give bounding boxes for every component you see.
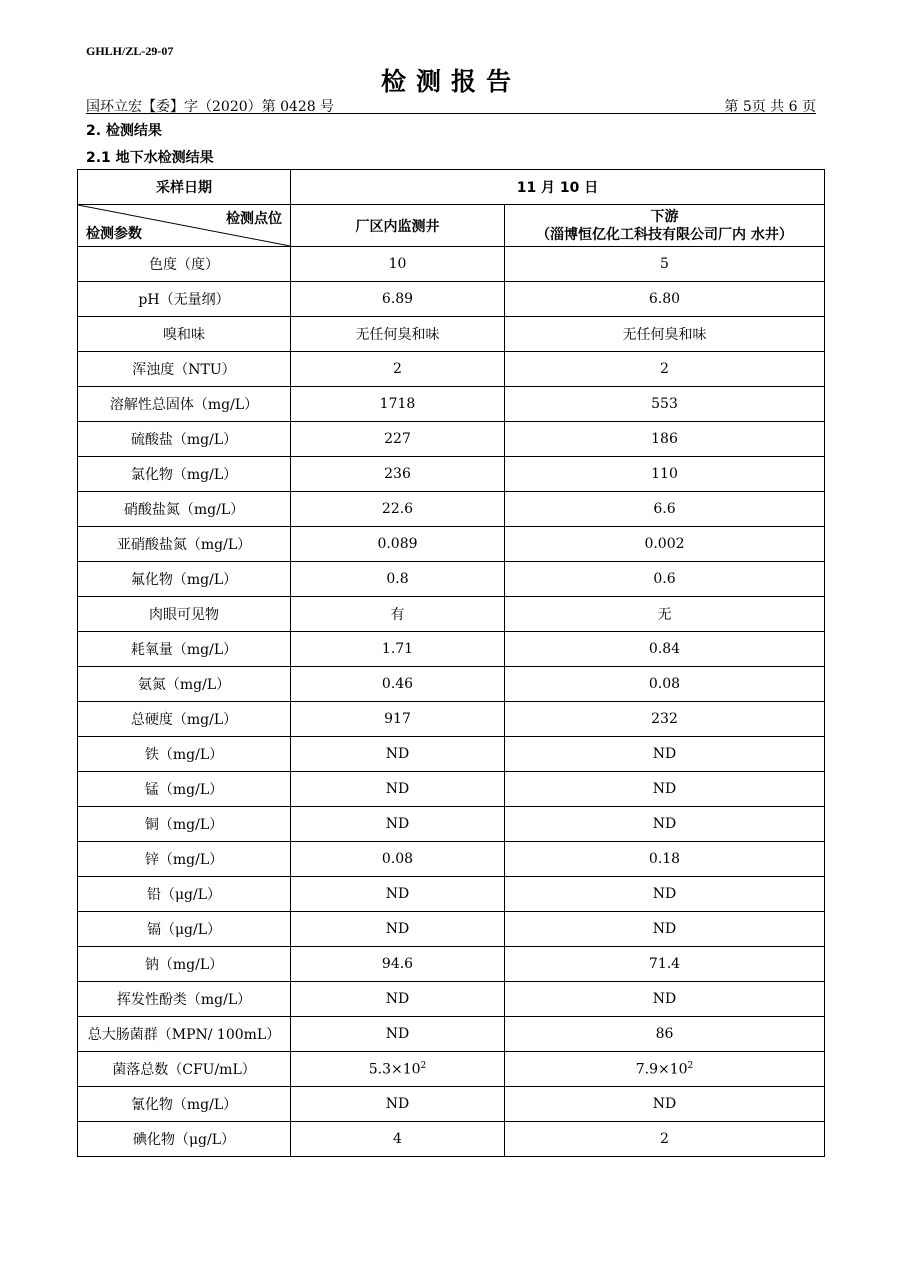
report-header-line (86, 96, 816, 114)
value-cell-site-2: 5 (505, 247, 825, 282)
param-cell: 耗氧量（mg/L） (78, 632, 291, 667)
value-cell-site-2 (505, 1052, 825, 1087)
table-row (78, 387, 825, 422)
value-cell-site-2: ND (505, 1087, 825, 1122)
site-2-detail: （淄博恒亿化工科技有限公司厂内 水井） (536, 226, 793, 243)
param-cell: 挥发性酚类（mg/L） (78, 982, 291, 1017)
param-cell: 氯化物（mg/L） (78, 457, 291, 492)
table-row (78, 457, 825, 492)
value-cell-site-2: 6.80 (505, 282, 825, 317)
value-cell-site-1: 10 (291, 247, 505, 282)
table-row (78, 1122, 825, 1157)
corner-param-label: 检测参数 (86, 226, 142, 242)
param-cell: 肉眼可见物 (78, 597, 291, 632)
site-2-name: 下游 (650, 208, 679, 225)
value-cell-site-2: 0.6 (505, 562, 825, 597)
param-cell: pH（无量纲） (78, 282, 291, 317)
value-cell-site-1: 0.46 (291, 667, 505, 702)
value-cell-site-1: 0.08 (291, 842, 505, 877)
table-row (78, 1052, 825, 1087)
param-cell: 铜（mg/L） (78, 807, 291, 842)
value-cell-site-1: 4 (291, 1122, 505, 1157)
value-cell-site-2: 2 (505, 1122, 825, 1157)
table-row (78, 807, 825, 842)
value-cell-site-1: ND (291, 1017, 505, 1052)
value-cell-site-2: 0.08 (505, 667, 825, 702)
param-cell: 氨氮（mg/L） (78, 667, 291, 702)
corner-site-label: 检测点位 (226, 211, 282, 227)
value-cell-site-1: 1.71 (291, 632, 505, 667)
header-row (78, 205, 825, 247)
param-cell: 总大肠菌群（MPN/ 100mL） (78, 1017, 291, 1052)
value-cell-site-1: ND (291, 877, 505, 912)
page-info: 第 5页 共 6 页 (724, 99, 816, 115)
value-cell-site-2: 0.18 (505, 842, 825, 877)
table-row (78, 982, 825, 1017)
param-cell: 色度（度） (78, 247, 291, 282)
table-row (78, 667, 825, 702)
value-cell-site-1: 22.6 (291, 492, 505, 527)
value-cell-site-1: 236 (291, 457, 505, 492)
value-cell-site-2: ND (505, 772, 825, 807)
date-label: 采样日期 (78, 170, 291, 205)
value-cell-site-1: 6.89 (291, 282, 505, 317)
param-cell: 铅（μg/L） (78, 877, 291, 912)
value-cell-site-2: 6.6 (505, 492, 825, 527)
value-cell-site-1: ND (291, 772, 505, 807)
param-cell: 钠（mg/L） (78, 947, 291, 982)
param-cell: 浑浊度（NTU） (78, 352, 291, 387)
param-cell: 硫酸盐（mg/L） (78, 422, 291, 457)
value-cell-site-1: ND (291, 982, 505, 1017)
value-cell-site-1: ND (291, 1087, 505, 1122)
param-cell: 镉（μg/L） (78, 912, 291, 947)
site-2-header (505, 205, 825, 247)
value-cell-site-1: 1718 (291, 387, 505, 422)
report-number: 国环立宏【委】字（2020）第 0428 号 (86, 99, 335, 115)
value-cell-site-2: 553 (505, 387, 825, 422)
table-row (78, 772, 825, 807)
value-cell-site-1: ND (291, 912, 505, 947)
value-cell-site-2: 0.002 (505, 527, 825, 562)
table-row (78, 1017, 825, 1052)
value-cell-site-1: 227 (291, 422, 505, 457)
value-cell-site-2: ND (505, 877, 825, 912)
value-cell-site-2: 110 (505, 457, 825, 492)
value-cell-site-1: 有 (291, 597, 505, 632)
table-row (78, 912, 825, 947)
param-cell: 硝酸盐氮（mg/L） (78, 492, 291, 527)
param-cell: 氟化物（mg/L） (78, 562, 291, 597)
value-cell-site-2: 232 (505, 702, 825, 737)
date-row (78, 170, 825, 205)
table-row (78, 282, 825, 317)
value-cell-site-2: ND (505, 807, 825, 842)
param-cell: 溶解性总固体（mg/L） (78, 387, 291, 422)
value-cell-site-1: 2 (291, 352, 505, 387)
value-cell-site-1: 94.6 (291, 947, 505, 982)
table-row (78, 877, 825, 912)
table-row (78, 562, 825, 597)
param-cell: 嗅和味 (78, 317, 291, 352)
value-cell-site-2: 186 (505, 422, 825, 457)
table-row (78, 317, 825, 352)
value-exponent: 2 (420, 1060, 427, 1071)
date-value: 11 月 10 日 (291, 170, 825, 205)
table-row (78, 737, 825, 772)
param-cell: 总硬度（mg/L） (78, 702, 291, 737)
value-base: 5.3×10 (368, 1061, 421, 1078)
table-row (78, 422, 825, 457)
section-heading: 2. 检测结果 (86, 123, 162, 139)
table-row (78, 947, 825, 982)
value-cell-site-2: ND (505, 737, 825, 772)
value-cell-site-1: 无任何臭和味 (291, 317, 505, 352)
value-cell-site-1: ND (291, 807, 505, 842)
value-cell-site-2: 无任何臭和味 (505, 317, 825, 352)
value-cell-site-1: ND (291, 737, 505, 772)
table-row (78, 842, 825, 877)
value-cell-site-2: ND (505, 982, 825, 1017)
param-cell: 菌落总数（CFU/mL） (78, 1052, 291, 1087)
value-cell-site-2: 0.84 (505, 632, 825, 667)
param-cell: 亚硝酸盐氮（mg/L） (78, 527, 291, 562)
value-cell-site-2: ND (505, 912, 825, 947)
param-cell: 锌（mg/L） (78, 842, 291, 877)
document-code: GHLH/ZL-29-07 (86, 44, 174, 58)
value-exponent: 2 (687, 1060, 694, 1071)
table-row (78, 597, 825, 632)
value-cell-site-1: 0.8 (291, 562, 505, 597)
diagonal-header-cell (78, 205, 291, 247)
param-cell: 碘化物（μg/L） (78, 1122, 291, 1157)
value-cell-site-2: 86 (505, 1017, 825, 1052)
groundwater-results-table (77, 169, 825, 1157)
param-cell: 锰（mg/L） (78, 772, 291, 807)
table-row (78, 352, 825, 387)
table-row (78, 632, 825, 667)
value-cell-site-1 (291, 1052, 505, 1087)
subsection-heading: 2.1 地下水检测结果 (86, 150, 214, 166)
value-cell-site-2: 2 (505, 352, 825, 387)
value-cell-site-2: 71.4 (505, 947, 825, 982)
param-cell: 铁（mg/L） (78, 737, 291, 772)
site-1-header: 厂区内监测井 (291, 205, 505, 247)
value-base: 7.9×10 (635, 1061, 688, 1078)
table-row (78, 1087, 825, 1122)
param-cell: 氰化物（mg/L） (78, 1087, 291, 1122)
table-row (78, 527, 825, 562)
value-cell-site-1: 917 (291, 702, 505, 737)
page-title: 检测报告 (380, 67, 521, 96)
table-row (78, 247, 825, 282)
value-cell-site-2: 无 (505, 597, 825, 632)
value-cell-site-1: 0.089 (291, 527, 505, 562)
table-row (78, 492, 825, 527)
table-row (78, 702, 825, 737)
